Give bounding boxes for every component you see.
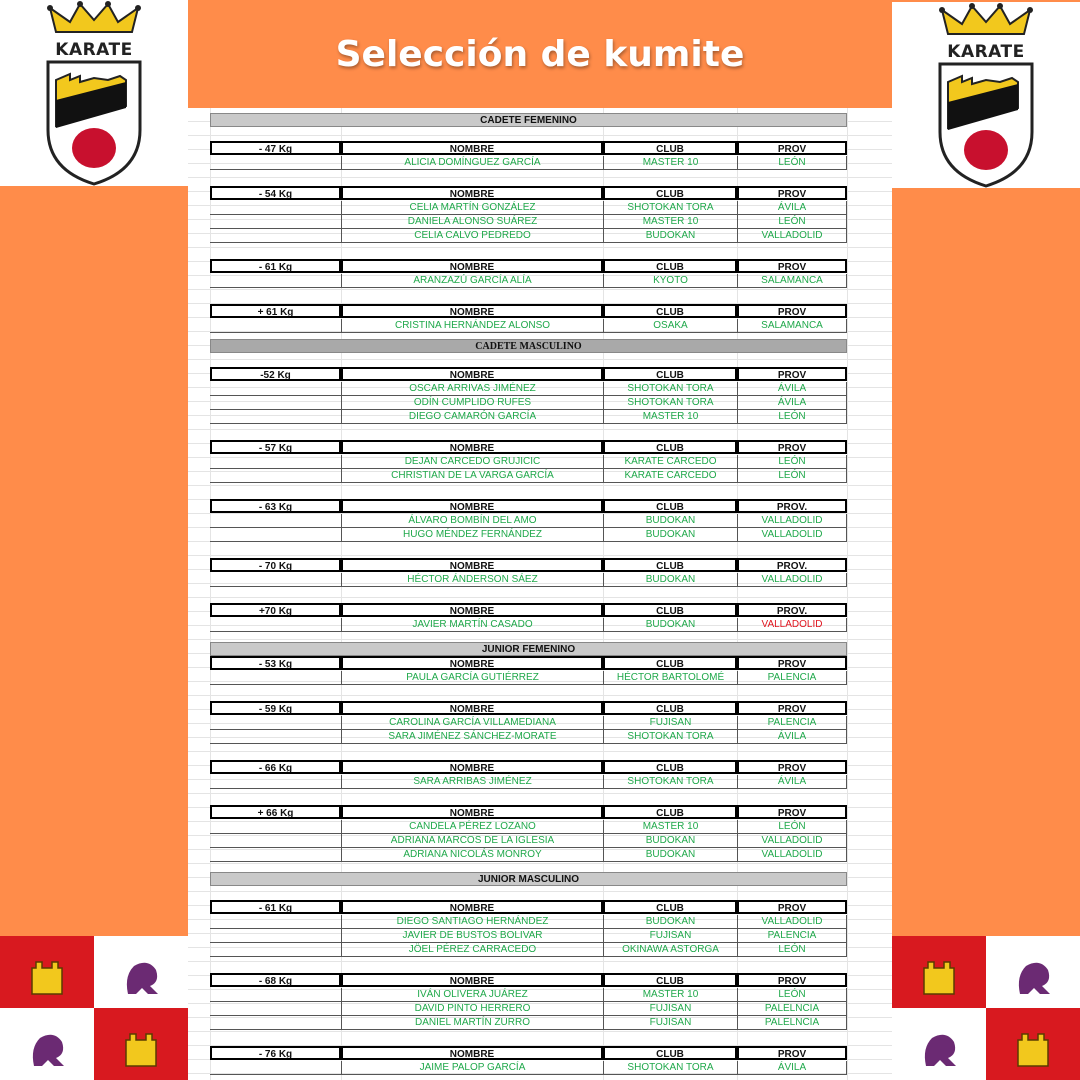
athlete-club: FUJISAN xyxy=(603,1002,737,1016)
castilla-leon-flag-right xyxy=(892,936,1080,1080)
section-header: CADETE FEMENINO xyxy=(210,113,847,127)
athlete-row xyxy=(210,396,847,410)
column-prov: PROV xyxy=(737,656,847,670)
weight-class: - 59 Kg xyxy=(210,701,341,715)
weight-class: + 66 Kg xyxy=(210,805,341,819)
weight-header-row xyxy=(210,656,847,670)
athlete-row xyxy=(210,929,847,943)
crown-shield-icon xyxy=(0,0,188,186)
athlete-province: LEÓN xyxy=(737,455,847,469)
athlete-club: BUDOKAN xyxy=(603,229,737,243)
column-prov: PROV. xyxy=(737,603,847,617)
column-nombre: NOMBRE xyxy=(341,1046,603,1060)
athlete-province: VALLADOLID xyxy=(737,528,847,542)
column-club: CLUB xyxy=(603,701,737,715)
empty-cell xyxy=(210,215,341,229)
column-club: CLUB xyxy=(603,760,737,774)
empty-cell xyxy=(210,455,341,469)
athlete-club: SHOTOKAN TORA xyxy=(603,775,737,789)
athlete-province: LEÓN xyxy=(737,410,847,424)
athlete-row xyxy=(210,1061,847,1075)
weight-header-row xyxy=(210,701,847,715)
athlete-name: JAVIER DE BUSTOS BOLIVAR xyxy=(341,929,603,943)
weight-header-row xyxy=(210,259,847,273)
column-nombre: NOMBRE xyxy=(341,760,603,774)
section-header: JUNIOR MASCULINO xyxy=(210,872,847,886)
weight-header-row xyxy=(210,900,847,914)
athlete-row xyxy=(210,820,847,834)
athlete-name: OSCAR ARRIVAS JIMÉNEZ xyxy=(341,382,603,396)
athlete-province: VALLADOLID xyxy=(737,848,847,862)
athlete-club: KARATE CARCEDO xyxy=(603,455,737,469)
column-club: CLUB xyxy=(603,558,737,572)
column-prov: PROV xyxy=(737,900,847,914)
weight-header-row xyxy=(210,1046,847,1060)
column-club: CLUB xyxy=(603,186,737,200)
column-nombre: NOMBRE xyxy=(341,259,603,273)
athlete-row xyxy=(210,671,847,685)
athlete-province: LEÓN xyxy=(737,215,847,229)
athlete-province: VALLADOLID xyxy=(737,834,847,848)
athlete-province: VALLADOLID xyxy=(737,229,847,243)
athlete-province: LEÓN xyxy=(737,469,847,483)
athlete-province: ÁVILA xyxy=(737,201,847,215)
empty-cell xyxy=(210,396,341,410)
column-prov: PROV. xyxy=(737,558,847,572)
athlete-name: ARANZAZÚ GARCÍA ALÍA xyxy=(341,274,603,288)
column-nombre: NOMBRE xyxy=(341,656,603,670)
weight-class: - 61 Kg xyxy=(210,259,341,273)
weight-class: - 57 Kg xyxy=(210,440,341,454)
athlete-name: HÉCTOR ÁNDERSON SÁEZ xyxy=(341,573,603,587)
weight-header-row xyxy=(210,367,847,381)
column-nombre: NOMBRE xyxy=(341,141,603,155)
weight-class: -52 Kg xyxy=(210,367,341,381)
column-club: CLUB xyxy=(603,1046,737,1060)
athlete-row xyxy=(210,229,847,243)
athlete-row xyxy=(210,988,847,1002)
athlete-province: LEÓN xyxy=(737,988,847,1002)
athlete-province: LEÓN xyxy=(737,943,847,957)
athlete-row xyxy=(210,618,847,632)
athlete-province: PALELNCIA xyxy=(737,1002,847,1016)
column-club: CLUB xyxy=(603,603,737,617)
column-club: CLUB xyxy=(603,304,737,318)
athlete-club: FUJISAN xyxy=(603,1016,737,1030)
weight-header-row xyxy=(210,760,847,774)
empty-cell xyxy=(210,943,341,957)
column-prov: PROV xyxy=(737,973,847,987)
empty-cell xyxy=(210,528,341,542)
weight-header-row xyxy=(210,603,847,617)
athlete-row xyxy=(210,410,847,424)
athlete-name: ADRIANA NICOLÁS MONROY xyxy=(341,848,603,862)
column-nombre: NOMBRE xyxy=(341,558,603,572)
athlete-province: LEÓN xyxy=(737,156,847,170)
empty-cell xyxy=(210,730,341,744)
column-prov: PROV xyxy=(737,760,847,774)
empty-cell xyxy=(210,410,341,424)
empty-cell xyxy=(210,618,341,632)
empty-cell xyxy=(210,775,341,789)
athlete-row xyxy=(210,156,847,170)
athlete-name: CELIA MARTÍN GONZÁLEZ xyxy=(341,201,603,215)
section-header: JUNIOR FEMENINO xyxy=(210,642,847,656)
athlete-club: BUDOKAN xyxy=(603,528,737,542)
column-nombre: NOMBRE xyxy=(341,304,603,318)
athlete-name: IVÁN OLIVERA JUÁREZ xyxy=(341,988,603,1002)
title-banner xyxy=(188,0,892,108)
athlete-province: ÁVILA xyxy=(737,775,847,789)
column-nombre: NOMBRE xyxy=(341,973,603,987)
empty-cell xyxy=(210,671,341,685)
athlete-club: MASTER 10 xyxy=(603,215,737,229)
section-header: CADETE MASCULINO xyxy=(210,339,847,353)
athlete-name: CANDELA PÉREZ LOZANO xyxy=(341,820,603,834)
column-nombre: NOMBRE xyxy=(341,186,603,200)
athlete-row xyxy=(210,469,847,483)
athlete-row xyxy=(210,1016,847,1030)
athlete-province: PALENCIA xyxy=(737,929,847,943)
athlete-club: KYOTO xyxy=(603,274,737,288)
column-prov: PROV xyxy=(737,141,847,155)
weight-header-row xyxy=(210,973,847,987)
athlete-name: JÖEL PÉREZ CARRACEDO xyxy=(341,943,603,957)
column-prov: PROV xyxy=(737,304,847,318)
athlete-row xyxy=(210,573,847,587)
athlete-club: SHOTOKAN TORA xyxy=(603,201,737,215)
athlete-name: CELIA CALVO PEDREDO xyxy=(341,229,603,243)
karate-logo-right xyxy=(892,2,1080,188)
athlete-row xyxy=(210,730,847,744)
weight-header-row xyxy=(210,558,847,572)
weight-class: - 61 Kg xyxy=(210,900,341,914)
weight-class: - 70 Kg xyxy=(210,558,341,572)
athlete-club: FUJISAN xyxy=(603,716,737,730)
empty-cell xyxy=(210,848,341,862)
athlete-name: ÁLVARO BOMBÍN DEL AMO xyxy=(341,514,603,528)
weight-header-row xyxy=(210,141,847,155)
athlete-club: SHOTOKAN TORA xyxy=(603,396,737,410)
athlete-province: SALAMANCA xyxy=(737,274,847,288)
column-prov: PROV xyxy=(737,1046,847,1060)
empty-cell xyxy=(210,514,341,528)
athlete-club: HÉCTOR BARTOLOMÉ xyxy=(603,671,737,685)
column-club: CLUB xyxy=(603,440,737,454)
column-prov: PROV xyxy=(737,259,847,273)
athlete-province: ÁVILA xyxy=(737,396,847,410)
athlete-province: PALENCIA xyxy=(737,716,847,730)
column-prov: PROV xyxy=(737,805,847,819)
athlete-row xyxy=(210,215,847,229)
athlete-province: VALLADOLID xyxy=(737,573,847,587)
athlete-province: ÁVILA xyxy=(737,730,847,744)
athlete-name: JAVIER MARTÍN CASADO xyxy=(341,618,603,632)
athlete-province: VALLADOLID xyxy=(737,915,847,929)
empty-cell xyxy=(210,915,341,929)
athlete-name: ODÍN CUMPLIDO RUFES xyxy=(341,396,603,410)
athlete-province: SALAMANCA xyxy=(737,319,847,333)
athlete-club: SHOTOKAN TORA xyxy=(603,1061,737,1075)
athlete-row xyxy=(210,514,847,528)
empty-cell xyxy=(210,319,341,333)
empty-cell xyxy=(210,988,341,1002)
column-club: CLUB xyxy=(603,259,737,273)
athlete-province: LEÓN xyxy=(737,820,847,834)
athlete-club: BUDOKAN xyxy=(603,834,737,848)
empty-cell xyxy=(210,573,341,587)
empty-cell xyxy=(210,469,341,483)
kumite-selection-sheet xyxy=(188,108,892,1080)
athlete-club: BUDOKAN xyxy=(603,573,737,587)
athlete-club: SHOTOKAN TORA xyxy=(603,382,737,396)
empty-cell xyxy=(210,1061,341,1075)
athlete-name: PAULA GARCÍA GUTIÉRREZ xyxy=(341,671,603,685)
athlete-name: DIEGO CAMARÓN GARCÍA xyxy=(341,410,603,424)
athlete-club: SHOTOKAN TORA xyxy=(603,730,737,744)
athlete-row xyxy=(210,1002,847,1016)
athlete-row xyxy=(210,382,847,396)
athlete-club: BUDOKAN xyxy=(603,915,737,929)
weight-header-row xyxy=(210,440,847,454)
column-nombre: NOMBRE xyxy=(341,805,603,819)
column-nombre: NOMBRE xyxy=(341,440,603,454)
empty-cell xyxy=(210,820,341,834)
athlete-name: HUGO MÉNDEZ FERNÁNDEZ xyxy=(341,528,603,542)
column-club: CLUB xyxy=(603,367,737,381)
weight-class: + 61 Kg xyxy=(210,304,341,318)
athlete-province: VALLADOLID xyxy=(737,618,847,632)
empty-cell xyxy=(210,929,341,943)
athlete-row xyxy=(210,848,847,862)
athlete-province: PALENCIA xyxy=(737,671,847,685)
column-prov: PROV. xyxy=(737,499,847,513)
athlete-club: BUDOKAN xyxy=(603,848,737,862)
weight-header-row xyxy=(210,186,847,200)
empty-cell xyxy=(210,716,341,730)
weight-class: - 47 Kg xyxy=(210,141,341,155)
empty-cell xyxy=(210,201,341,215)
athlete-row xyxy=(210,775,847,789)
empty-cell xyxy=(210,229,341,243)
weight-header-row xyxy=(210,499,847,513)
athlete-name: DAVID PINTO HERRERO xyxy=(341,1002,603,1016)
weight-header-row xyxy=(210,304,847,318)
athlete-province: PALELNCIA xyxy=(737,1016,847,1030)
column-club: CLUB xyxy=(603,656,737,670)
column-club: CLUB xyxy=(603,805,737,819)
weight-class: - 54 Kg xyxy=(210,186,341,200)
athlete-club: OSAKA xyxy=(603,319,737,333)
athlete-row xyxy=(210,319,847,333)
athlete-name: CRISTINA HERNÁNDEZ ALONSO xyxy=(341,319,603,333)
athlete-row xyxy=(210,915,847,929)
empty-cell xyxy=(210,1002,341,1016)
athlete-club: MASTER 10 xyxy=(603,988,737,1002)
logo-wordmark: KARATE xyxy=(55,40,133,60)
weight-class: - 63 Kg xyxy=(210,499,341,513)
athlete-name: ADRIANA MARCOS DE LA IGLESIA xyxy=(341,834,603,848)
athlete-name: SARA ARRIBAS JIMÉNEZ xyxy=(341,775,603,789)
column-club: CLUB xyxy=(603,499,737,513)
weight-header-row xyxy=(210,805,847,819)
athlete-club: KARATE CARCEDO xyxy=(603,469,737,483)
athlete-province: ÁVILA xyxy=(737,382,847,396)
athlete-row xyxy=(210,274,847,288)
athlete-name: DEJAN CARCEDO GRUJICIC xyxy=(341,455,603,469)
athlete-club: MASTER 10 xyxy=(603,410,737,424)
logo-wordmark: KARATE xyxy=(947,42,1025,62)
weight-class: - 66 Kg xyxy=(210,760,341,774)
athlete-name: DIEGO SANTIAGO HERNÁNDEZ xyxy=(341,915,603,929)
weight-class: +70 Kg xyxy=(210,603,341,617)
column-club: CLUB xyxy=(603,973,737,987)
column-nombre: NOMBRE xyxy=(341,900,603,914)
empty-cell xyxy=(210,834,341,848)
athlete-club: BUDOKAN xyxy=(603,618,737,632)
column-prov: PROV xyxy=(737,701,847,715)
athlete-club: OKINAWA ASTORGA xyxy=(603,943,737,957)
weight-class: - 68 Kg xyxy=(210,973,341,987)
crown-shield-icon xyxy=(892,2,1080,188)
athlete-row xyxy=(210,716,847,730)
athlete-province: VALLADOLID xyxy=(737,514,847,528)
athlete-club: BUDOKAN xyxy=(603,514,737,528)
empty-cell xyxy=(210,1016,341,1030)
athlete-name: DANIELA ALONSO SUÁREZ xyxy=(341,215,603,229)
empty-cell xyxy=(210,156,341,170)
castilla-leon-flag-left xyxy=(0,936,188,1080)
column-nombre: NOMBRE xyxy=(341,499,603,513)
athlete-row xyxy=(210,455,847,469)
page-title: Selección de kumite xyxy=(335,33,745,75)
athlete-name: ALICIA DOMÍNGUEZ GARCÍA xyxy=(341,156,603,170)
athlete-name: SARA JIMÉNEZ SÁNCHEZ-MORATE xyxy=(341,730,603,744)
column-club: CLUB xyxy=(603,141,737,155)
weight-class: - 53 Kg xyxy=(210,656,341,670)
athlete-name: CAROLINA GARCÍA VILLAMEDIANA xyxy=(341,716,603,730)
weight-class: - 76 Kg xyxy=(210,1046,341,1060)
empty-cell xyxy=(210,274,341,288)
column-club: CLUB xyxy=(603,900,737,914)
column-nombre: NOMBRE xyxy=(341,701,603,715)
athlete-name: CHRISTIAN DE LA VARGA GARCÍA xyxy=(341,469,603,483)
athlete-row xyxy=(210,834,847,848)
athlete-province: ÁVILA xyxy=(737,1061,847,1075)
empty-cell xyxy=(210,382,341,396)
athlete-row xyxy=(210,528,847,542)
athlete-name: JAIME PALOP GARCÍA xyxy=(341,1061,603,1075)
column-nombre: NOMBRE xyxy=(341,367,603,381)
athlete-name: DANIEL MARTÍN ZURRO xyxy=(341,1016,603,1030)
athlete-club: MASTER 10 xyxy=(603,156,737,170)
column-prov: PROV xyxy=(737,440,847,454)
karate-logo-left xyxy=(0,0,188,186)
column-nombre: NOMBRE xyxy=(341,603,603,617)
athlete-row xyxy=(210,943,847,957)
athlete-row xyxy=(210,201,847,215)
column-prov: PROV xyxy=(737,367,847,381)
column-prov: PROV xyxy=(737,186,847,200)
athlete-club: MASTER 10 xyxy=(603,820,737,834)
athlete-club: FUJISAN xyxy=(603,929,737,943)
